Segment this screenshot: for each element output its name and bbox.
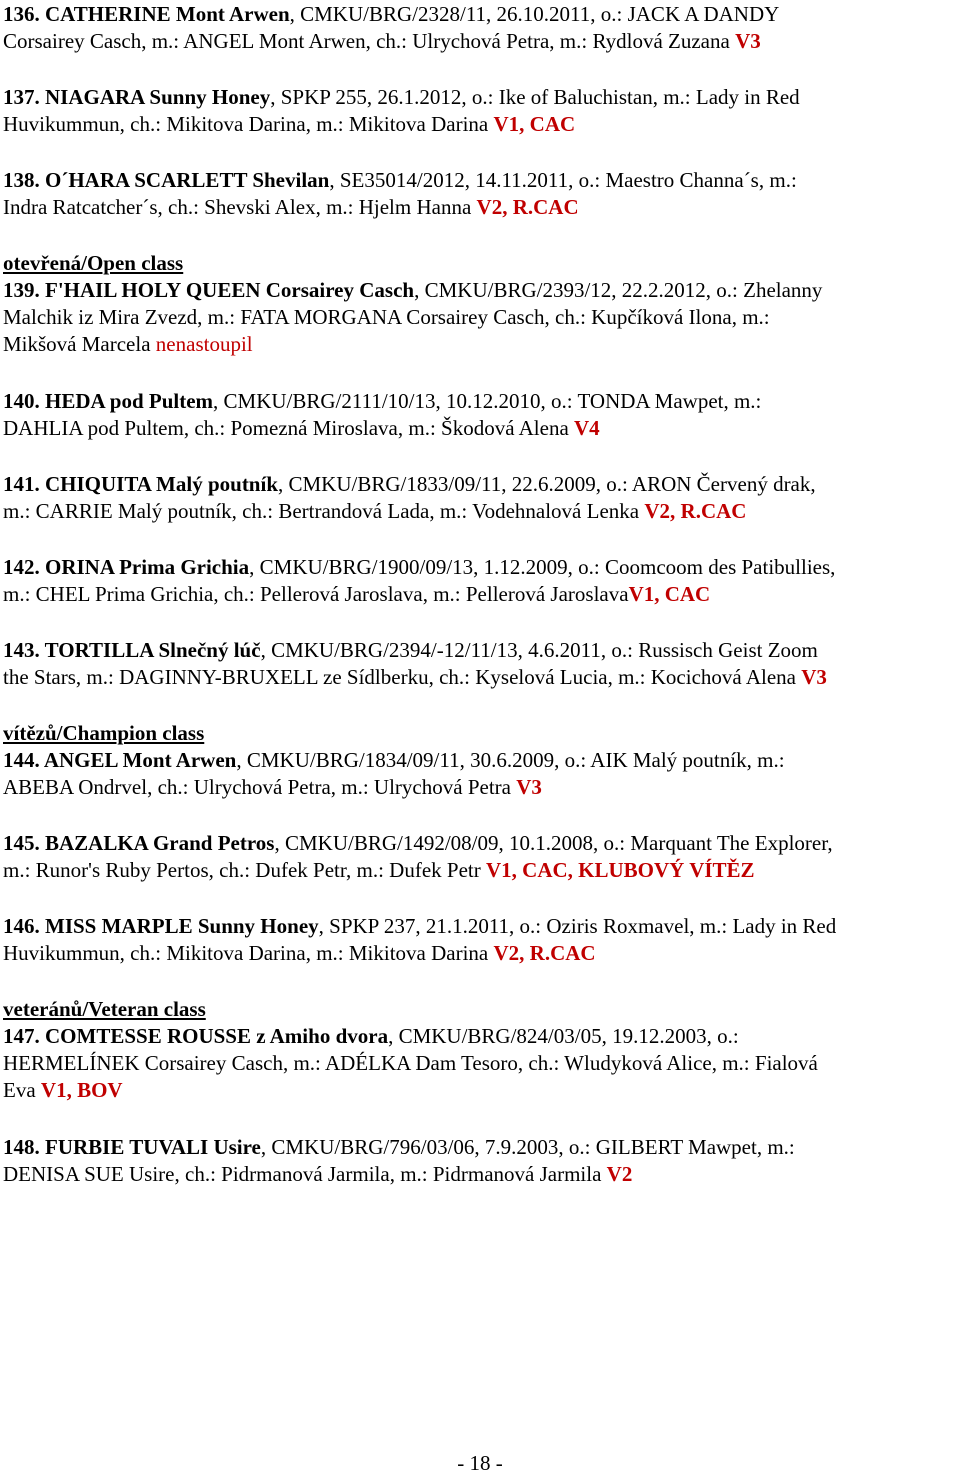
entry-number: 142.: [3, 555, 40, 579]
dog-name: HEDA pod Pultem: [45, 389, 214, 413]
entry-line1: , CMKU/BRG/1900/09/13, 1.12.2009, o.: Coomcoom des Patibullies,: [249, 555, 836, 579]
page-number: - 18 -: [457, 1451, 503, 1475]
dog-name: O´HARA SCARLETT Shevilan: [45, 168, 330, 192]
entry-line2: the Stars, m.: DAGINNY-BRUXELL ze Sídlberku, ch.: Kyselová Lucia, m.: Kocichová Alena: [3, 665, 796, 689]
entry-line1: , CMKU/BRG/1833/09/11, 22.6.2009, o.: ARON Červený drak,: [278, 472, 816, 496]
entry-line2: DENISA SUE Usire, ch.: Pidrmanová Jarmila, m.: Pidrmanová Jarmila: [3, 1162, 602, 1186]
result-badge: V3: [516, 775, 542, 799]
entry-number: 145.: [3, 831, 40, 855]
entry-line2: m.: Runor's Ruby Pertos, ch.: Dufek Petr, m.: Dufek Petr: [3, 858, 481, 882]
result-badge: V3: [735, 29, 761, 53]
entry-line1: , CMKU/BRG/1492/08/09, 10.1.2008, o.: Marquant The Explorer,: [274, 831, 833, 855]
result-badge: V2, R.CAC: [476, 195, 579, 219]
entry-line2: Huvikummun, ch.: Mikitova Darina, m.: Mikitova Darina: [3, 112, 489, 136]
result-badge: V3: [801, 665, 827, 689]
section-heading-champion-class: vítězů/Champion class: [3, 721, 205, 745]
dog-name: BAZALKA Grand Petros: [45, 831, 275, 855]
entry-number: 147.: [3, 1024, 40, 1048]
result-badge: V1, CAC: [493, 112, 576, 136]
dog-name: TORTILLA Slnečný lúč: [44, 638, 261, 662]
entry-number: 136.: [3, 2, 40, 26]
entry-line1: , CMKU/BRG/824/03/05, 19.12.2003, o.:: [388, 1024, 739, 1048]
result-badge: V2: [606, 1162, 633, 1186]
entry-number: 139.: [3, 278, 40, 302]
entry-line3: Mikšová Marcela: [3, 332, 151, 356]
entry-line2: m.: CARRIE Malý poutník, ch.: Bertrandová Lada, m.: Vodehnalová Lenka: [3, 499, 640, 523]
entry-line1: , CMKU/BRG/2393/12, 22.2.2012, o.: Zhelanny: [414, 278, 823, 302]
dog-name: FURBIE TUVALI Usire: [45, 1135, 261, 1159]
entry-148: [3, 1134, 958, 1188]
result-badge: V1, CAC, KLUBOVÝ VÍTĚZ: [485, 858, 755, 882]
entry-138: [3, 167, 958, 221]
entry-147: [3, 1023, 958, 1104]
entry-number: 144.: [3, 748, 40, 772]
entry-line1: , SPKP 255, 26.1.2012, o.: Ike of Baluchistan, m.: Lady in Red: [270, 85, 800, 109]
entry-137: [3, 84, 958, 138]
entry-line1: , CMKU/BRG/2328/11, 26.10.2011, o.: JACK A DANDY: [289, 2, 780, 26]
entry-146: [3, 913, 958, 967]
entry-line2: m.: CHEL Prima Grichia, ch.: Pellerová Jaroslava, m.: Pellerová Jaroslava: [3, 582, 629, 606]
result-badge: V2, R.CAC: [493, 941, 596, 965]
entry-line2: ABEBA Ondrvel, ch.: Ulrychová Petra, m.: Ulrychová Petra: [3, 775, 511, 799]
entry-line1: , SE35014/2012, 14.11.2011, o.: Maestro Channa´s, m.:: [329, 168, 797, 192]
result-badge: V4: [574, 416, 600, 440]
dog-name: NIAGARA Sunny Honey: [45, 85, 271, 109]
dog-name: CATHERINE Mont Arwen: [45, 2, 290, 26]
entry-line1: , CMKU/BRG/2394/-12/11/13, 4.6.2011, o.: Russisch Geist Zoom: [260, 638, 818, 662]
entry-number: 137.: [3, 85, 40, 109]
entry-line1: , SPKP 237, 21.1.2011, o.: Oziris Roxmavel, m.: Lady in Red: [318, 914, 837, 938]
entry-line3: Eva: [3, 1078, 36, 1102]
dog-name: COMTESSE ROUSSE z Amiho dvora: [45, 1024, 389, 1048]
entry-140: [3, 388, 958, 442]
entry-144: [3, 747, 958, 801]
section-heading-open-class: otevřená/Open class: [3, 251, 184, 275]
entry-142: [3, 554, 958, 608]
entry-line2: Corsairey Casch, m.: ANGEL Mont Arwen, ch.: Ulrychová Petra, m.: Rydlová Zuzana: [3, 29, 730, 53]
entry-136: [3, 1, 958, 55]
entry-number: 138.: [3, 168, 40, 192]
entry-number: 148.: [3, 1135, 40, 1159]
entry-line2: DAHLIA pod Pultem, ch.: Pomezná Miroslava, m.: Škodová Alena: [3, 416, 569, 440]
dog-name: CHIQUITA Malý poutník: [45, 472, 278, 496]
entry-line1: , CMKU/BRG/796/03/06, 7.9.2003, o.: GILBERT Mawpet, m.:: [260, 1135, 795, 1159]
entry-line1: , CMKU/BRG/2111/10/13, 10.12.2010, o.: TONDA Mawpet, m.:: [213, 389, 762, 413]
result-badge: V1, BOV: [40, 1078, 123, 1102]
dog-name: MISS MARPLE Sunny Honey: [45, 914, 319, 938]
entry-139: [3, 277, 958, 358]
entry-141: [3, 471, 958, 525]
entry-number: 140.: [3, 389, 40, 413]
section-heading-veteran-class: veteránů/Veteran class: [3, 997, 206, 1021]
entry-number: 143.: [3, 638, 40, 662]
entry-line1: , CMKU/BRG/1834/09/11, 30.6.2009, o.: AIK Malý poutník, m.:: [236, 748, 785, 772]
result-badge: V1, CAC: [628, 582, 711, 606]
dog-name: ANGEL Mont Arwen: [43, 748, 237, 772]
entry-number: 141.: [3, 472, 40, 496]
entry-145: [3, 830, 958, 884]
result-badge: V2, R.CAC: [644, 499, 747, 523]
result-badge: nenastoupil: [155, 332, 253, 356]
dog-name: ORINA Prima Grichia: [45, 555, 250, 579]
entry-number: 146.: [3, 914, 40, 938]
entry-line2: Malchik iz Mira Zvezd, m.: FATA MORGANA Corsairey Casch, ch.: Kupčíková Ilona, m.:: [3, 305, 770, 329]
entry-143: [3, 637, 958, 691]
entry-line2: Indra Ratcatcher´s, ch.: Shevski Alex, m.: Hjelm Hanna: [3, 195, 472, 219]
entry-line2: Huvikummun, ch.: Mikitova Darina, m.: Mikitova Darina: [3, 941, 489, 965]
dog-name: F'HAIL HOLY QUEEN Corsairey Casch: [45, 278, 415, 302]
entry-line2: HERMELÍNEK Corsairey Casch, m.: ADÉLKA Dam Tesoro, ch.: Wludyková Alice, m.: Fialová: [3, 1051, 818, 1075]
